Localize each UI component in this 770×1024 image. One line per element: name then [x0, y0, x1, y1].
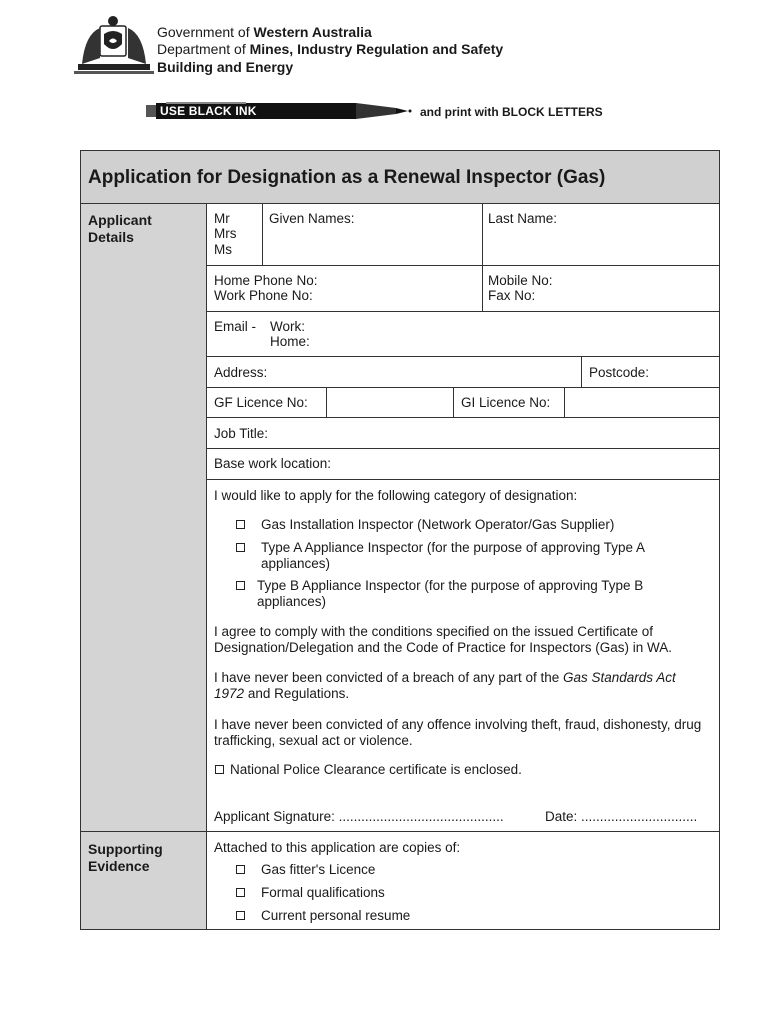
form-title: Application for Designation as a Renewal Inspector (Gas) — [88, 167, 606, 188]
application-form — [80, 150, 720, 930]
postcode-field[interactable]: Postcode: — [589, 365, 650, 380]
formal-qualifications-checkbox[interactable] — [236, 888, 245, 897]
division-name: Building and Energy — [157, 59, 294, 75]
black-ink-instruction: USE BLACK INK — [160, 104, 257, 118]
breach-declaration: I have never been convicted of a breach of any part of the Gas Standards Act 1972 and Regulations. — [214, 670, 676, 701]
category-option-label: Type B Appliance Inspector (for the purpose of approving Type B appliances) — [257, 578, 644, 609]
gas-fitters-licence-checkbox[interactable] — [236, 865, 245, 874]
personal-resume-checkbox[interactable] — [236, 911, 245, 920]
type-a-inspector-checkbox[interactable] — [236, 543, 245, 552]
police-clearance-checkbox[interactable] — [215, 765, 224, 774]
category-intro: I would like to apply for the following category of designation: — [214, 488, 578, 503]
supporting-evidence-label: Supporting Evidence — [88, 841, 163, 874]
agree-declaration: I agree to comply with the conditions specified on the issued Certificate of Designation/Delegation and the Code of Practice for Inspectors (Gas) in WA. — [214, 624, 672, 655]
attached-intro: Attached to this application are copies of: — [214, 840, 461, 855]
date-field[interactable]: Date: ............................... — [545, 809, 698, 824]
address-field[interactable]: Address: — [214, 365, 268, 380]
given-names-field[interactable]: Given Names: — [269, 211, 355, 226]
police-clearance-label: National Police Clearance certificate is enclosed. — [230, 762, 522, 777]
type-b-inspector-checkbox[interactable] — [236, 581, 245, 590]
form-title-bar — [81, 151, 719, 204]
fax-field[interactable]: Fax No: — [488, 288, 536, 303]
attachment-label: Formal qualifications — [261, 885, 385, 900]
section-label-column — [81, 204, 207, 929]
gf-licence-label: GF Licence No: — [214, 395, 308, 410]
block-letters-instruction: and print with BLOCK LETTERS — [420, 105, 603, 119]
gas-installation-inspector-checkbox[interactable] — [236, 520, 245, 529]
government-name: Government of Western Australia — [157, 24, 372, 40]
title-mrs: Mrs — [214, 226, 237, 241]
email-work-field[interactable]: Work: — [270, 319, 306, 334]
work-phone-field[interactable]: Work Phone No: — [214, 288, 313, 303]
gi-licence-label: GI Licence No: — [461, 395, 551, 410]
applicant-details-label: Applicant Details — [88, 212, 152, 245]
email-home-field[interactable]: Home: — [270, 334, 310, 349]
base-location-field[interactable]: Base work location: — [214, 456, 332, 471]
applicant-signature-field[interactable]: Applicant Signature: ............................................ — [214, 809, 504, 824]
department-name: Department of Mines, Industry Regulation and Safety — [157, 41, 504, 57]
wa-government-crest-icon — [74, 14, 154, 76]
job-title-field[interactable]: Job Title: — [214, 426, 269, 441]
attachment-label: Current personal resume — [261, 908, 411, 923]
mobile-field[interactable]: Mobile No: — [488, 273, 553, 288]
category-option-label: Type A Appliance Inspector (for the purpose of approving Type A appliances) — [261, 540, 645, 571]
attachment-label: Gas fitter's Licence — [261, 862, 376, 877]
title-mr: Mr — [214, 211, 230, 226]
offence-declaration: I have never been convicted of any offence involving theft, fraud, dishonesty, drug trafficking, sexual act or violence. — [214, 717, 702, 748]
title-ms: Ms — [214, 242, 232, 257]
category-option-label: Gas Installation Inspector (Network Operator/Gas Supplier) — [261, 517, 615, 532]
email-label: Email - — [214, 319, 257, 334]
home-phone-field[interactable]: Home Phone No: — [214, 273, 318, 288]
last-name-field[interactable]: Last Name: — [488, 211, 558, 226]
